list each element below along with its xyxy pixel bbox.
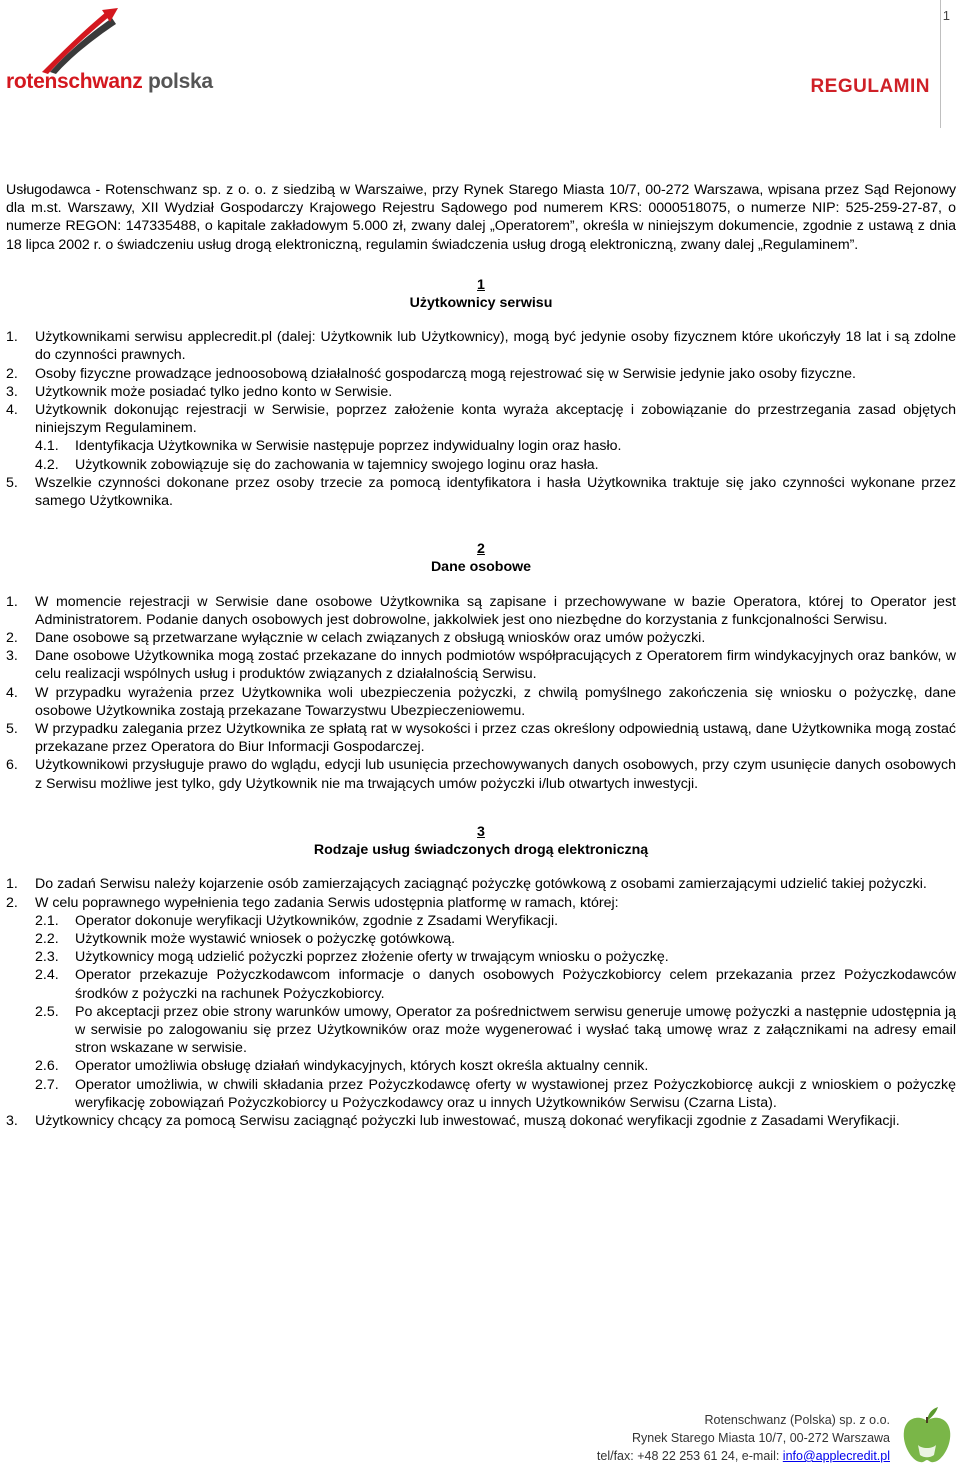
- section-number: 3: [477, 823, 485, 840]
- document-body: [6, 181, 956, 1130]
- sub-item-text: Użytkownik może wystawić wniosek o pożyczkę gotówkową.: [75, 930, 456, 947]
- item-text: Użytkownik dokonując rejestracji w Serwisie, poprzez założenie konta wyraża akceptację i zobowiązanie do przestrzegania zasad objętych niniejszym Regulaminem.: [35, 402, 956, 437]
- item-number: 2.: [6, 894, 18, 911]
- list-item: [6, 383, 956, 401]
- item-text: Użytkownicy chcący za pomocą Serwisu zaciągnąć pożyczki lub inwestować, muszą dokonać weryfikacji zgodnie z Zasadami Weryfikacji.: [35, 1112, 900, 1129]
- company-logo-text: [6, 70, 213, 94]
- sub-item-number: 2.1.: [35, 912, 59, 929]
- footer-contact-prefix: tel/fax: +48 22 253 61 24, e-mail:: [596, 1449, 783, 1463]
- sub-item-text: Operator umożliwia, w chwili składania przez Pożyczkodawcę oferty w wystawionej przez Pożyczkobiorcę aukcji z wnioskiem o pożyczkę weryfikację zobowiązań Pożyczkobiorcy u Pożyczkodawcy oraz u innych Użytkowników Serwisu (Czarna Lista).: [75, 1076, 956, 1111]
- list-item: [6, 365, 956, 383]
- apple-icon: [898, 1405, 956, 1465]
- sub-item-text: Operator przekazuje Pożyczkodawcom informacje o danych osobowych Pożyczkobiorcy celem przekazania przez Pożyczkodawców środków z pożyczki na rachunek Pożyczkobiorcy.: [75, 967, 956, 1002]
- section-heading: [6, 823, 956, 859]
- item-text: Osoby fizyczne prowadzące jednoosobową działalność gospodarczą mogą rejestrować się w Serwisie jedynie jako osoby fizyczne.: [35, 365, 856, 382]
- item-number: 2.: [6, 630, 18, 647]
- footer-contact-line: [597, 1447, 890, 1465]
- list-item: [6, 474, 956, 510]
- item-number: 6.: [6, 757, 18, 774]
- sub-item-text: Identyfikacja Użytkownika w Serwisie następuje poprzez indywidualny login oraz hasło.: [75, 438, 622, 455]
- item-text: W przypadku zalegania przez Użytkownika ze spłatą rat w wysokości i przez czas określony odpowiednią ustawą, dane Użytkownika mogą zostać przekazane przez Operatora do Biur Informacji Gospodarczej.: [35, 721, 956, 756]
- item-text: W przypadku wyrażenia przez Użytkownika woli ubezpieczenia pożyczki, z chwilą pomyślnego zakończenia się wniosku o pożyczkę, dane osobowe Użytkownika zostają przekazane Towarzystwu Ubezpieczeniowemu.: [35, 684, 956, 719]
- item-text: Do zadań Serwisu należy kojarzenie osób zamierzających zaciągnąć pożyczkę gotówkową z osobami zamierzającymi udzielić takiej pożyczki.: [35, 876, 927, 893]
- sections-container: [6, 276, 956, 1130]
- item-number: 5.: [6, 474, 18, 491]
- item-number: 3.: [6, 648, 18, 665]
- item-text: Użytkownikowi przysługuje prawo do wglądu, edycji lub usunięcia przechowywanych danych osobowych, przy czym usunięcie danych osobowych z Serwisu możliwe jest tylko, gdy Użytkownik nie ma trwających umów pożyczki i/lub otwartych inwestycji.: [35, 757, 956, 792]
- footer-company: Rotenschwanz (Polska) sp. z o.o.: [704, 1413, 890, 1427]
- section-heading: [6, 540, 956, 576]
- sub-item-number: 2.4.: [35, 967, 59, 984]
- logo-word-polska: polska: [147, 70, 213, 93]
- sub-item-number: 4.2.: [35, 456, 59, 473]
- list-item: [6, 894, 956, 912]
- sub-list-item: [35, 912, 956, 930]
- item-text: Użytkownik może posiadać tylko jedno konto w Serwisie.: [35, 383, 393, 400]
- footer-address: Rynek Starego Miasta 10/7, 00-272 Warszawa: [632, 1431, 890, 1445]
- intro-paragraph: Usługodawca - Rotenschwanz sp. z o. o. z siedzibą w Warszaiwe, przy Rynek Starego Miasta 10/7, 00-272 Warszawa, wpisana przez Sąd Rejonowy dla m.st. Warszawy, XII Wydział Gospodarczy Krajowego Rejestru Sądowego pod numerem KRS: 0000518075, o numerze NIP: 525-259-27-87, o numerze REGON: 147335488, o kapitale zakładowym 5.000 zł, zwany dalej „Operatorem”, określa w niniejszym dokumencie, zgodnie z ustawą z dnia 18 lipca 2002 r. o świadczeniu usług drogą elektroniczną, regulamin świadczenia usług drogą elektroniczną, zwany dalej „Regulaminem”.: [6, 182, 956, 253]
- item-text: Dane osobowe Użytkownika mogą zostać przekazane do innych podmiotów współpracujących z Operatorem firm windykacyjnych oraz banków, w celu realizacji wspólnych usług i produktów związanych z działalnością Serwisu.: [35, 648, 956, 683]
- section-number: 2: [477, 541, 485, 558]
- sub-list-item: [35, 966, 956, 1002]
- sub-item-number: 2.6.: [35, 1058, 59, 1075]
- item-text: Wszelkie czynności dokonane przez osoby trzecie za pomocą identyfikatora i hasła Użytkownika traktuje się jako czynności wykonane przez samego Użytkownika.: [35, 474, 956, 510]
- sub-list-item: [35, 1003, 956, 1058]
- sub-item-text: Operator dokonuje weryfikacji Użytkowników, zgodnie z Zsadami Weryfikacji.: [75, 912, 559, 929]
- sub-item-text: Użytkownicy mogą udzielić pożyczki poprzez złożenie oferty w trwającym wniosku o pożyczkę.: [75, 949, 669, 966]
- sub-list-item: [35, 1076, 956, 1112]
- sub-item-number: 2.7.: [35, 1076, 59, 1093]
- item-number: 2.: [6, 365, 18, 382]
- sub-item-text: Po akceptacji przez obie strony warunków umowy, Operator za pośrednictwem serwisu generuje umowę pożyczki a następnie udostępnia ją w serwisie po zalogowaniu się przez Użytkowników oraz może wygenerować i wysłać taką umowę wraz z załącznikami na adresy email stron wskazane w serwisie.: [75, 1003, 956, 1057]
- list-item: [6, 647, 956, 683]
- sub-list-item: [35, 930, 956, 948]
- document-title: REGULAMIN: [810, 76, 930, 97]
- section-number: 1: [477, 276, 485, 293]
- logo-word-rotenschwanz: rotenschwanz: [6, 70, 143, 93]
- item-text: W celu poprawnego wypełnienia tego zadania Serwis udostępnia platformę w ramach, której:: [35, 894, 619, 911]
- sub-item-number: 2.3.: [35, 949, 59, 966]
- footer-email-link[interactable]: info@applecredit.pl: [782, 1449, 890, 1463]
- section-heading: [6, 276, 956, 312]
- list-item: [6, 629, 956, 647]
- item-text: W momencie rejestracji w Serwisie dane osobowe Użytkownika są zapisane i przechowywane w bazie Operatora, której to Operator jest Administratorem. Podanie danych osobowych jest dobrowolne, jakkolwiek jest ono niezbędne do korzystania z funkcjonalności Serwisu.: [35, 593, 956, 628]
- page-number: 1: [942, 8, 950, 23]
- item-number: 1.: [6, 329, 18, 346]
- list-item: [6, 401, 956, 437]
- section-title: Dane osobowe: [430, 559, 532, 576]
- header-divider: [940, 0, 941, 128]
- sub-list-item: [35, 456, 956, 474]
- item-number: 5.: [6, 721, 18, 738]
- section-title: Użytkownicy serwisu: [409, 295, 553, 312]
- list-item: [6, 328, 956, 364]
- item-text: Dane osobowe są przetwarzane wyłącznie w celach związanych z obsługą wniosków oraz umów pożyczki.: [35, 630, 706, 647]
- sub-item-number: 2.2.: [35, 930, 59, 947]
- item-number: 4.: [6, 402, 18, 419]
- item-number: 4.: [6, 684, 18, 701]
- footer-contact: [597, 1411, 890, 1465]
- section-title: Rodzaje usług świadczonych drogą elektroniczną: [313, 842, 649, 859]
- sub-item-text: Użytkownik zobowiązuje się do zachowania w tajemnicy swojego loginu oraz hasła.: [75, 456, 599, 473]
- sub-list-item: [35, 1057, 956, 1075]
- item-number: 1.: [6, 593, 18, 610]
- list-item: [6, 875, 956, 893]
- item-number: 3.: [6, 1112, 18, 1129]
- sub-item-number: 2.5.: [35, 1003, 59, 1020]
- item-number: 3.: [6, 383, 18, 400]
- item-number: 1.: [6, 876, 18, 893]
- sub-list-item: [35, 948, 956, 966]
- list-item: [6, 684, 956, 720]
- item-text: Użytkownikami serwisu applecredit.pl (dalej: Użytkownik lub Użytkownicy), mogą być jedynie osoby fizycznem które ukończyły 18 lat i są zdolne do czynności prawnych.: [35, 329, 956, 364]
- sub-item-text: Operator umożliwia obsługę działań windykacyjnych, których koszt określa aktualny cennik.: [75, 1058, 649, 1075]
- list-item: [6, 720, 956, 756]
- list-item: [6, 593, 956, 629]
- list-item: [6, 756, 956, 792]
- list-item: [6, 1112, 956, 1130]
- sub-item-number: 4.1.: [35, 438, 59, 455]
- sub-list-item: [35, 437, 956, 455]
